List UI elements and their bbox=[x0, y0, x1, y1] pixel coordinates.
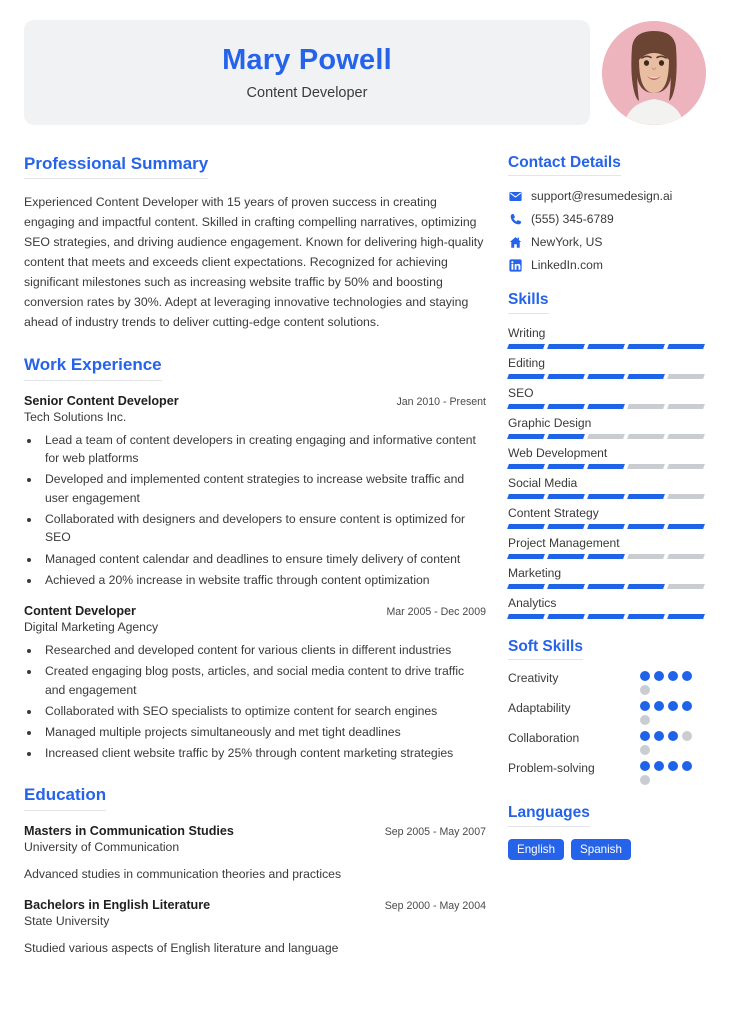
skill-level-segment bbox=[547, 584, 585, 589]
entry-header bbox=[24, 824, 486, 838]
skill-level-segment bbox=[667, 344, 705, 349]
list-item: • Lead a team of content developers in creating engaging and informative content for web platforms bbox=[41, 431, 486, 468]
skill-level-segment bbox=[587, 404, 625, 409]
skill-label: Marketing bbox=[508, 565, 562, 580]
experience-entry bbox=[24, 604, 486, 762]
soft-skill-label: Creativity bbox=[508, 671, 559, 686]
skill-level-segment bbox=[507, 584, 545, 589]
skill-level-segment bbox=[587, 374, 625, 379]
skill-item bbox=[508, 596, 704, 619]
employer-name: Tech Solutions Inc. bbox=[24, 409, 127, 424]
section-heading: Work Experience bbox=[24, 354, 162, 380]
skill-level-bar bbox=[508, 614, 704, 619]
avatar bbox=[602, 21, 706, 125]
education-list bbox=[24, 824, 486, 958]
envelope-icon bbox=[508, 190, 522, 203]
sidebar-column bbox=[508, 153, 704, 979]
linkedin-icon bbox=[508, 259, 522, 272]
section-languages bbox=[508, 803, 704, 859]
experience-list bbox=[24, 394, 486, 763]
skill-level-segment bbox=[587, 584, 625, 589]
rating-dot bbox=[640, 685, 650, 695]
skill-level-bar bbox=[508, 584, 704, 589]
list-item: • Developed and implemented content strategies to increase website traffic and user engagement bbox=[41, 470, 486, 507]
rating-dot bbox=[668, 761, 678, 771]
contact-item[interactable] bbox=[508, 212, 704, 226]
skill-level-bar bbox=[508, 464, 704, 469]
rating-dot bbox=[640, 731, 650, 741]
list-item: • Achieved a 20% increase in website traffic through content optimization bbox=[41, 571, 486, 590]
employment-dates: Mar 2005 - Dec 2009 bbox=[386, 606, 486, 619]
soft-skill-label: Collaboration bbox=[508, 731, 580, 746]
skill-level-segment bbox=[547, 404, 585, 409]
section-contact-details bbox=[508, 153, 704, 272]
skill-level-segment bbox=[507, 374, 545, 379]
contact-value: LinkedIn.com bbox=[531, 258, 603, 273]
skill-item bbox=[508, 506, 704, 529]
skill-level-bar bbox=[508, 554, 704, 559]
skill-level-segment bbox=[667, 494, 705, 499]
skill-item bbox=[508, 356, 704, 379]
profile-photo bbox=[602, 21, 706, 125]
contact-value: support@resumedesign.ai bbox=[531, 189, 673, 204]
contact-item[interactable] bbox=[508, 258, 704, 272]
rating-dot bbox=[668, 731, 678, 741]
rating-dot bbox=[682, 701, 692, 711]
skill-level-segment bbox=[547, 464, 585, 469]
rating-dot bbox=[682, 761, 692, 771]
phone-icon bbox=[508, 213, 522, 226]
list-item: • Collaborated with SEO specialists to optimize content for search engines bbox=[41, 702, 486, 721]
skill-level-segment bbox=[667, 434, 705, 439]
page-title: Mary Powell bbox=[222, 44, 392, 77]
skill-label: Analytics bbox=[508, 595, 557, 610]
contact-value: NewYork, US bbox=[531, 235, 603, 250]
education-description: Studied various aspects of English literature and language bbox=[24, 940, 339, 955]
soft-skill-label: Problem-solving bbox=[508, 761, 595, 776]
rating-dot bbox=[640, 761, 650, 771]
rating-dot bbox=[654, 701, 664, 711]
skill-item bbox=[508, 476, 704, 499]
education-entry bbox=[24, 898, 486, 957]
skill-level-segment bbox=[507, 404, 545, 409]
soft-skills-list bbox=[508, 671, 704, 785]
rating-dot bbox=[640, 745, 650, 755]
skill-level-segment bbox=[627, 554, 665, 559]
skill-level-bar bbox=[508, 494, 704, 499]
skill-level-segment bbox=[627, 584, 665, 589]
school-name: University of Communication bbox=[24, 839, 180, 854]
list-item: • Managed content calendar and deadlines to ensure timely delivery of content bbox=[41, 550, 486, 569]
skill-level-segment bbox=[587, 614, 625, 619]
soft-skill-item bbox=[508, 671, 704, 695]
section-heading: Soft Skills bbox=[508, 637, 583, 660]
rating-dot bbox=[640, 715, 650, 725]
section-heading: Education bbox=[24, 784, 106, 810]
resume-header bbox=[24, 20, 706, 135]
job-role: Senior Content Developer bbox=[24, 393, 179, 408]
skill-level-segment bbox=[507, 554, 545, 559]
skill-level-segment bbox=[547, 434, 585, 439]
job-role: Content Developer bbox=[24, 604, 136, 619]
rating-dot bbox=[640, 775, 650, 785]
study-dates: Sep 2005 - May 2007 bbox=[384, 825, 486, 838]
skill-level-segment bbox=[627, 464, 665, 469]
section-work-experience bbox=[24, 354, 486, 762]
section-professional-summary bbox=[24, 153, 486, 332]
list-item: • Managed multiple projects simultaneously and met tight deadlines bbox=[41, 723, 486, 742]
school-name: State University bbox=[24, 913, 110, 928]
list-item: • Created engaging blog posts, articles, and social media content to drive traffic and engagement bbox=[41, 662, 486, 699]
study-dates: Sep 2000 - May 2004 bbox=[384, 899, 486, 912]
skill-level-segment bbox=[507, 494, 545, 499]
skill-level-segment bbox=[587, 494, 625, 499]
skill-level-segment bbox=[587, 524, 625, 529]
skill-label: Writing bbox=[508, 325, 546, 340]
section-heading: Skills bbox=[508, 290, 549, 313]
skill-level-bar bbox=[508, 434, 704, 439]
language-chip: English bbox=[508, 839, 564, 860]
skill-label: Web Development bbox=[508, 445, 608, 460]
skill-level-segment bbox=[627, 614, 665, 619]
resume-body bbox=[24, 153, 706, 979]
section-education bbox=[24, 784, 486, 957]
skill-level-segment bbox=[667, 404, 705, 409]
employment-dates: Jan 2010 - Present bbox=[396, 395, 486, 408]
skill-level-segment bbox=[627, 374, 665, 379]
soft-skill-item bbox=[508, 761, 704, 785]
skill-level-bar bbox=[508, 524, 704, 529]
responsibility-list bbox=[24, 431, 486, 589]
rating-dot bbox=[640, 701, 650, 711]
rating-dot bbox=[668, 701, 678, 711]
soft-skill-item bbox=[508, 731, 704, 755]
soft-skill-rating bbox=[640, 761, 704, 785]
list-item: • Increased client website traffic by 25% through content marketing strategies bbox=[41, 744, 486, 763]
skill-level-segment bbox=[627, 434, 665, 439]
main-column bbox=[24, 153, 486, 979]
rating-dot bbox=[682, 671, 692, 681]
rating-dot bbox=[654, 731, 664, 741]
skill-level-segment bbox=[667, 374, 705, 379]
section-heading: Professional Summary bbox=[24, 153, 208, 179]
education-description: Advanced studies in communication theories and practices bbox=[24, 866, 342, 881]
rating-dot bbox=[654, 761, 664, 771]
soft-skill-item bbox=[508, 701, 704, 725]
skill-label: Editing bbox=[508, 355, 545, 370]
rating-dot bbox=[668, 671, 678, 681]
section-skills bbox=[508, 290, 704, 618]
degree-name: Masters in Communication Studies bbox=[24, 823, 234, 838]
education-entry bbox=[24, 824, 486, 883]
degree-name: Bachelors in English Literature bbox=[24, 897, 211, 912]
skill-level-segment bbox=[547, 524, 585, 529]
section-heading: Contact Details bbox=[508, 153, 621, 176]
list-item: • Collaborated with designers and developers to ensure content is optimized for SEO bbox=[41, 510, 486, 547]
skill-level-segment bbox=[507, 614, 545, 619]
skill-level-segment bbox=[507, 434, 545, 439]
skill-level-segment bbox=[547, 554, 585, 559]
soft-skill-rating bbox=[640, 701, 704, 725]
skill-item bbox=[508, 566, 704, 589]
skill-item bbox=[508, 416, 704, 439]
skill-level-segment bbox=[667, 614, 705, 619]
rating-dot bbox=[682, 731, 692, 741]
responsibility-list bbox=[24, 641, 486, 762]
language-chip: Spanish bbox=[571, 839, 631, 860]
skill-level-segment bbox=[587, 464, 625, 469]
section-soft-skills bbox=[508, 637, 704, 785]
skill-item bbox=[508, 386, 704, 409]
skill-label: Project Management bbox=[508, 535, 620, 550]
portrait-illustration bbox=[602, 21, 706, 125]
skill-level-segment bbox=[547, 344, 585, 349]
soft-skill-label: Adaptability bbox=[508, 701, 571, 716]
skill-level-bar bbox=[508, 404, 704, 409]
contact-list bbox=[508, 189, 704, 272]
entry-header bbox=[24, 394, 486, 408]
skill-level-segment bbox=[547, 614, 585, 619]
skill-level-segment bbox=[627, 524, 665, 529]
soft-skill-rating bbox=[640, 731, 704, 755]
languages-list bbox=[508, 839, 704, 860]
skill-level-segment bbox=[667, 584, 705, 589]
skill-level-segment bbox=[547, 494, 585, 499]
employer-name: Digital Marketing Agency bbox=[24, 620, 159, 635]
rating-dot bbox=[654, 671, 664, 681]
skill-item bbox=[508, 536, 704, 559]
skills-list bbox=[508, 326, 704, 619]
skill-item bbox=[508, 326, 704, 349]
section-heading: Languages bbox=[508, 803, 590, 826]
skill-level-segment bbox=[667, 524, 705, 529]
skill-level-segment bbox=[587, 344, 625, 349]
skill-level-segment bbox=[587, 554, 625, 559]
contact-item[interactable] bbox=[508, 235, 704, 249]
soft-skill-rating bbox=[640, 671, 704, 695]
entry-header bbox=[24, 604, 486, 618]
summary-text: Experienced Content Developer with 15 years of proven success in creating engaging and impactful content. Skilled in crafting compelling narratives, optimizing SEO strategies, and driving audience engagement. Known for delivering high-quality content that meets and exceeds client expectations. Recognized for achieving significant milestones such as increasing website traffic by 50% and boosting conversion rates by 30%. Adept at leveraging innovative technologies and staying ahead of industry trends to deliver cutting-edge content solutions. bbox=[24, 195, 484, 330]
skill-level-segment bbox=[507, 344, 545, 349]
skill-level-segment bbox=[627, 344, 665, 349]
skill-level-segment bbox=[667, 464, 705, 469]
skill-level-segment bbox=[627, 404, 665, 409]
skill-label: SEO bbox=[508, 385, 534, 400]
entry-header bbox=[24, 898, 486, 912]
skill-level-segment bbox=[587, 434, 625, 439]
contact-value: (555) 345-6789 bbox=[531, 212, 614, 227]
skill-label: Graphic Design bbox=[508, 415, 592, 430]
home-icon bbox=[508, 236, 522, 249]
skill-label: Content Strategy bbox=[508, 505, 599, 520]
skill-level-segment bbox=[667, 554, 705, 559]
job-title: Content Developer bbox=[246, 84, 368, 101]
experience-entry bbox=[24, 394, 486, 589]
skill-level-segment bbox=[507, 524, 545, 529]
skill-level-bar bbox=[508, 344, 704, 349]
skill-level-bar bbox=[508, 374, 704, 379]
rating-dot bbox=[640, 671, 650, 681]
name-banner bbox=[24, 20, 590, 125]
list-item: • Researched and developed content for various clients in different industries bbox=[41, 641, 486, 660]
skill-label: Social Media bbox=[508, 475, 578, 490]
skill-level-segment bbox=[507, 464, 545, 469]
skill-item bbox=[508, 446, 704, 469]
contact-item[interactable] bbox=[508, 189, 704, 203]
skill-level-segment bbox=[547, 374, 585, 379]
skill-level-segment bbox=[627, 494, 665, 499]
